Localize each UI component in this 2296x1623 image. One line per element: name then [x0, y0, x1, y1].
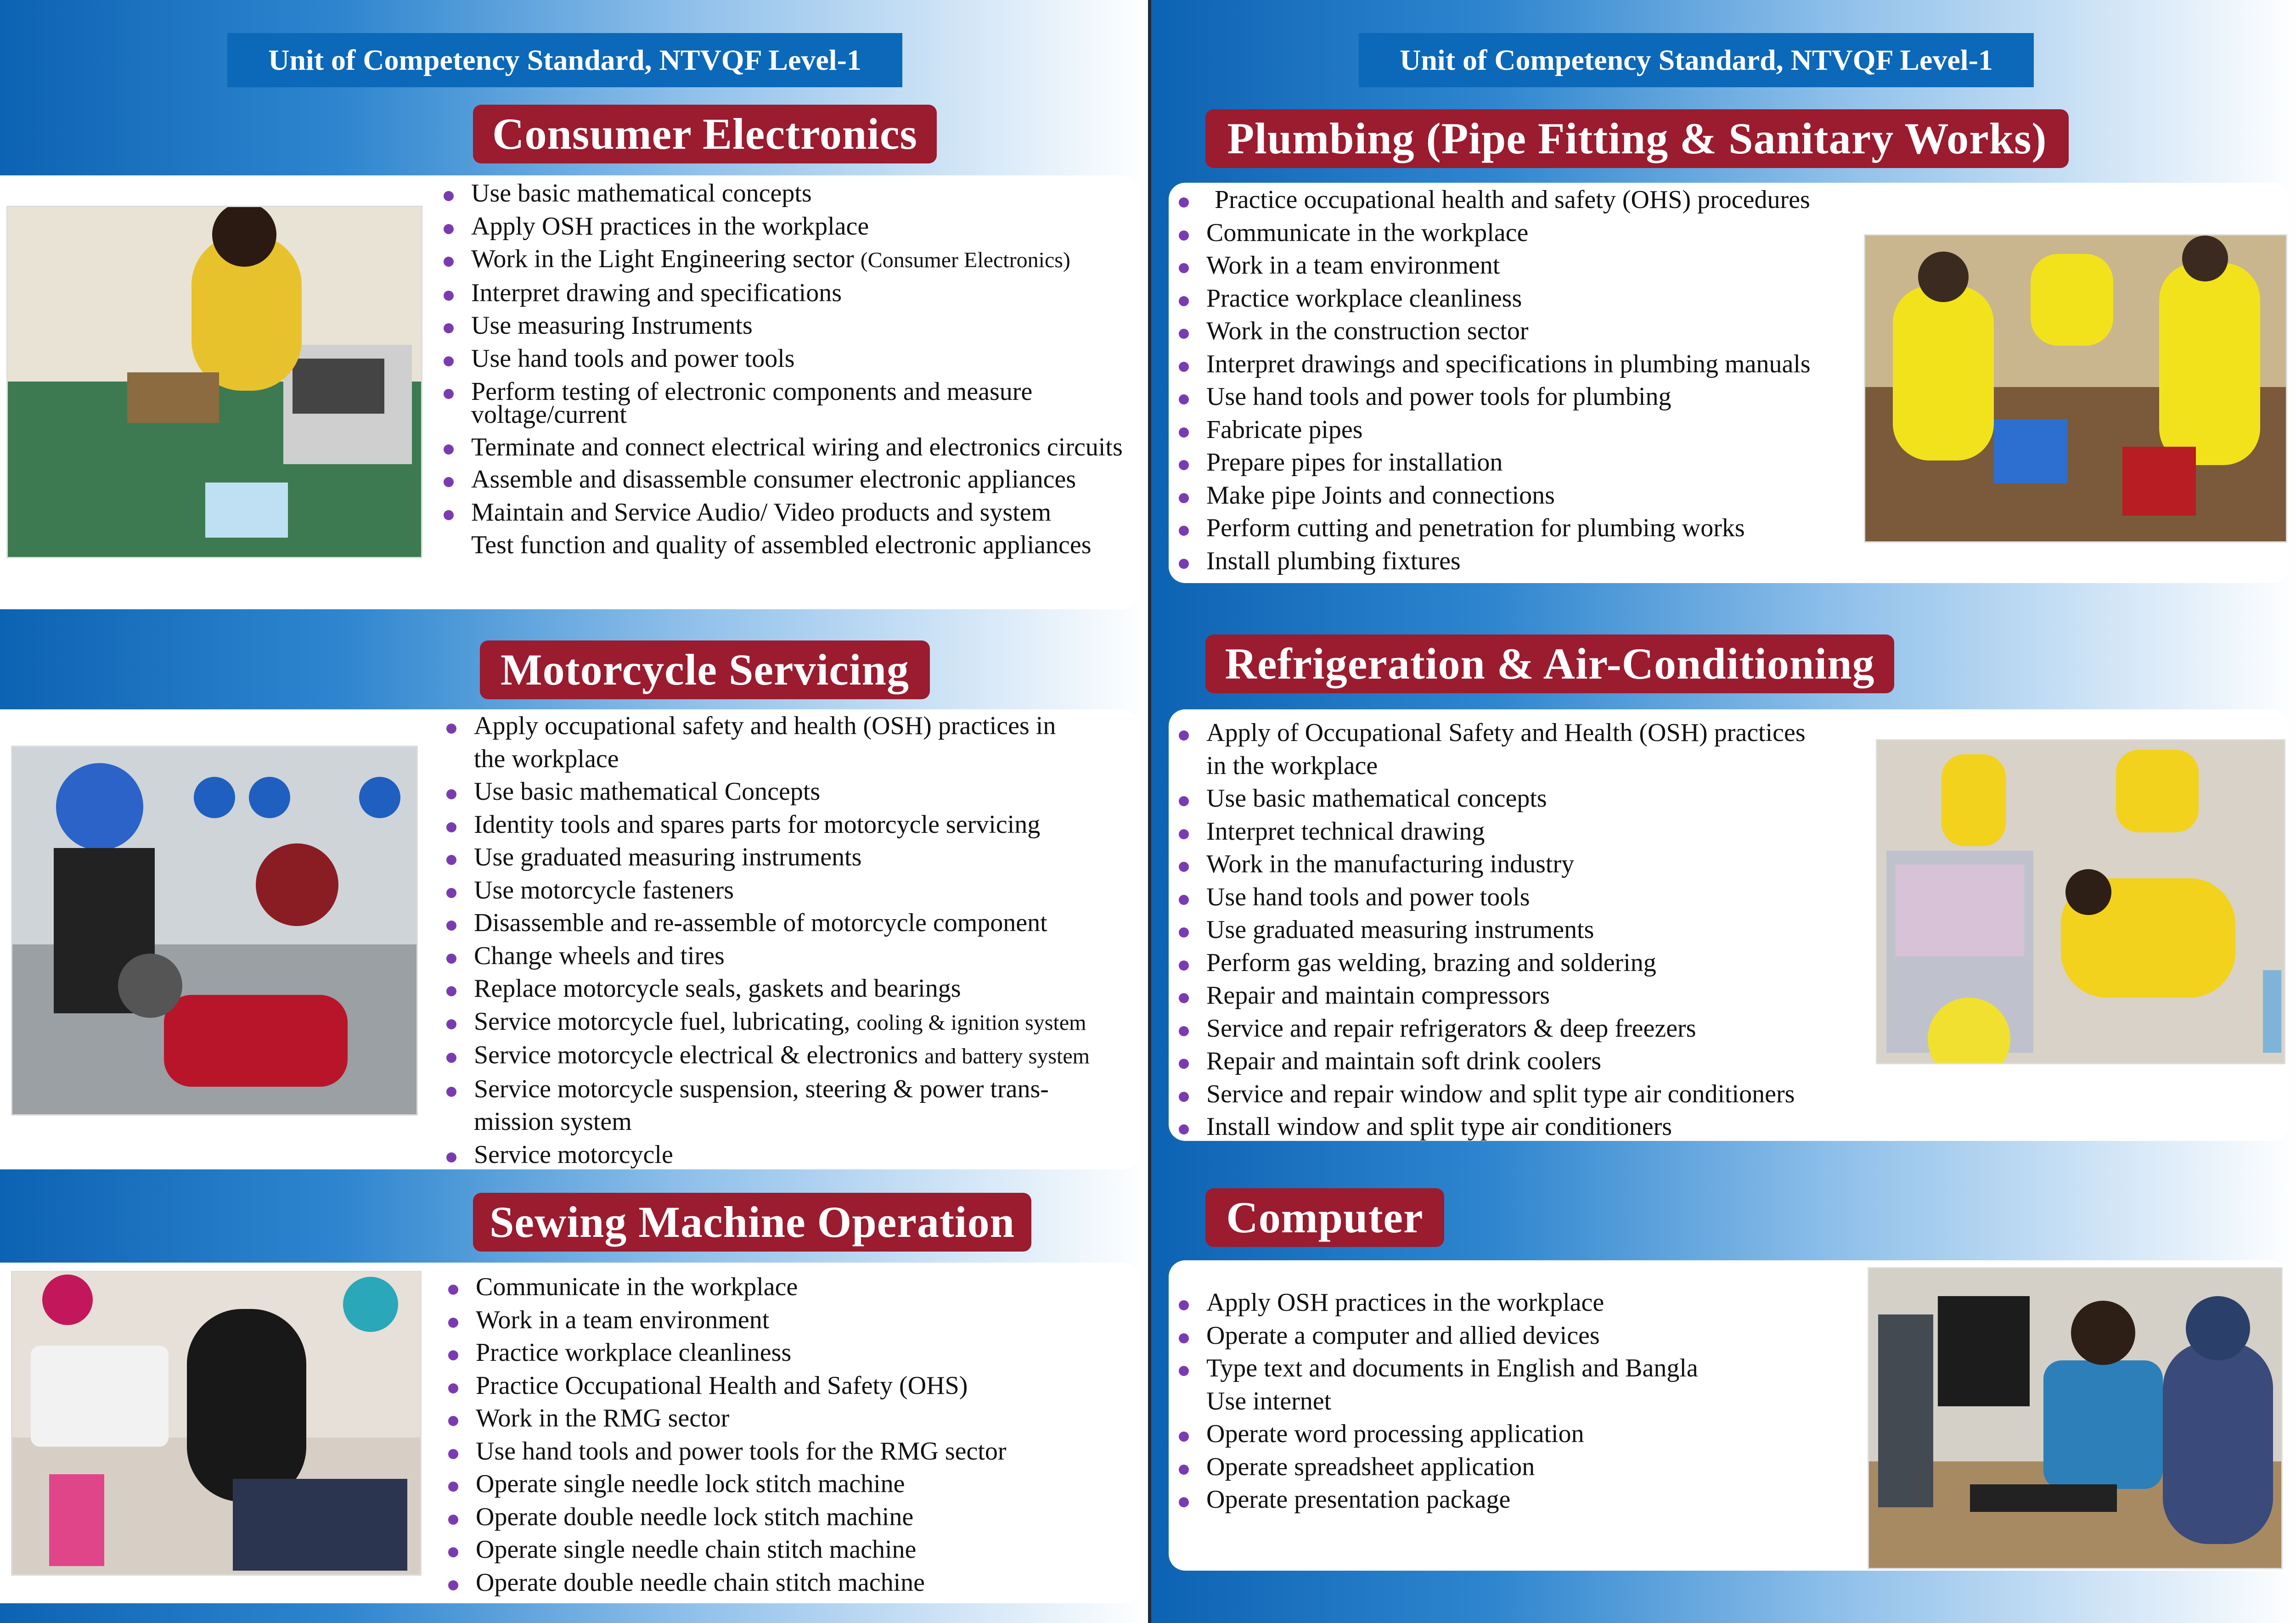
photo-sewing-machine-operation — [11, 1271, 422, 1576]
list-item: Work in a team environment — [1179, 249, 1868, 282]
list-item: Use graduated measuring instruments — [1179, 914, 1868, 947]
list-item: Communicate in the workplace — [448, 1271, 1137, 1304]
list-item: Identity tools and spares parts for motorcycle servicing — [446, 809, 1135, 842]
title-consumer-electronics: Consumer Electronics — [473, 105, 937, 163]
list-item: Work in the RMG sector — [448, 1402, 1137, 1435]
list-refrigeration — [1179, 717, 1868, 1144]
list-item: Operate single needle chain stitch machine — [448, 1533, 1137, 1567]
photo-refrigeration — [1876, 739, 2285, 1064]
list-sewing-machine-operation — [448, 1271, 1137, 1599]
list-item: Repair and maintain soft drink coolers — [1179, 1045, 1868, 1078]
list-item: Install plumbing fixtures — [1179, 545, 1868, 578]
title-refrigeration: Refrigeration & Air-Conditioning — [1205, 635, 1894, 693]
list-item: Apply of Occupational Safety and Health (OSH) practices — [1179, 717, 1868, 750]
list-item: Interpret technical drawing — [1179, 815, 1868, 848]
unit-banner-right: Unit of Competency Standard, NTVQF Level-1 — [1359, 33, 2034, 87]
title-plumbing: Plumbing (Pipe Fitting & Sanitary Works) — [1205, 109, 2069, 168]
list-item: Service motorcycle — [446, 1139, 1135, 1172]
list-item: Install window and split type air conditioners — [1179, 1111, 1868, 1144]
list-item: in the workplace — [1206, 751, 1378, 780]
list-item: Test function and quality of assembled electronic appliances — [471, 531, 1092, 559]
list-item: Perform gas welding, brazing and soldering — [1179, 947, 1868, 980]
list-item: Use hand tools and power tools — [444, 343, 1132, 376]
list-item: Operate double needle chain stitch machine — [448, 1567, 1137, 1600]
list-consumer-electronics — [444, 177, 1132, 562]
list-item: Service motorcycle electrical & electronics and battery system — [446, 1039, 1135, 1073]
photo-plumbing — [1864, 234, 2287, 543]
list-item: Use graduated measuring instruments — [446, 841, 1135, 874]
list-item: Maintain and Service Audio/ Video products and system — [444, 496, 1132, 529]
list-item: Service motorcycle fuel, lubricating, cooling & ignition system — [446, 1005, 1135, 1039]
list-item: Work in the manufacturing industry — [1179, 848, 1868, 881]
list-item: Practice workplace cleanliness — [1179, 282, 1868, 315]
list-motorcycle-servicing — [446, 710, 1135, 1171]
list-item: Practice occupational health and safety (OHS) procedures — [1179, 184, 1868, 217]
list-item: Use measuring Instruments — [444, 309, 1132, 343]
list-item: Change wheels and tires — [446, 940, 1135, 973]
list-item: Apply OSH practices in the workplace — [1179, 1286, 1868, 1320]
list-item: Use hand tools and power tools for plumbing — [1179, 381, 1868, 414]
list-item: Service and repair window and split type air conditioners — [1179, 1078, 1868, 1111]
list-item: Service and repair refrigerators & deep freezers — [1179, 1012, 1868, 1045]
list-item: mission system — [474, 1107, 632, 1136]
list-item: Operate presentation package — [1179, 1483, 1868, 1516]
title-computer: Computer — [1205, 1188, 1444, 1247]
list-item: Interpret drawing and specifications — [444, 277, 1132, 310]
photo-motorcycle-servicing — [11, 746, 418, 1116]
title-motorcycle-servicing: Motorcycle Servicing — [480, 640, 930, 699]
list-item: Communicate in the workplace — [1179, 217, 1868, 250]
list-item: Work in a team environment — [448, 1304, 1137, 1337]
list-item: Perform cutting and penetration for plumbing works — [1179, 512, 1868, 545]
title-sewing-machine-operation: Sewing Machine Operation — [473, 1193, 1031, 1252]
list-item: Operate word processing application — [1179, 1418, 1868, 1451]
list-item: Perform testing of electronic components and measure voltage/current — [444, 375, 1132, 431]
list-item: Assemble and disassemble consumer electronic appliances — [444, 463, 1132, 496]
list-item: Use internet — [1206, 1387, 1332, 1415]
list-item: Work in the construction sector — [1179, 315, 1868, 348]
photo-computer — [1868, 1267, 2283, 1569]
list-plumbing — [1179, 184, 1868, 578]
list-item: Prepare pipes for installation — [1179, 446, 1868, 479]
list-item: Use basic mathematical concepts — [444, 177, 1132, 210]
list-item: Type text and documents in English and Bangla — [1179, 1352, 1868, 1385]
list-item: Service motorcycle suspension, steering & power trans- — [446, 1073, 1135, 1106]
list-computer — [1179, 1286, 1868, 1516]
center-spine — [1148, 0, 1151, 1623]
list-item: the workplace — [474, 744, 619, 773]
right-page — [1151, 0, 2296, 1623]
list-item: Use hand tools and power tools for the RMG sector — [448, 1435, 1137, 1468]
list-item: Replace motorcycle seals, gaskets and bearings — [446, 972, 1135, 1005]
list-item: Terminate and connect electrical wiring and electronics circuits — [444, 431, 1132, 463]
list-item: Practice workplace cleanliness — [448, 1337, 1137, 1370]
list-item: Use basic mathematical Concepts — [446, 775, 1135, 809]
list-item: Work in the Light Engineering sector (Consumer Electronics) — [444, 243, 1132, 277]
list-item: Apply OSH practices in the workplace — [444, 210, 1132, 243]
list-item: Practice Occupational Health and Safety (OHS) — [448, 1370, 1137, 1403]
list-item: Disassemble and re-assemble of motorcycle component — [446, 907, 1135, 940]
list-item: Use hand tools and power tools — [1179, 881, 1868, 914]
list-item: Operate single needle lock stitch machine — [448, 1468, 1137, 1501]
list-item: Fabricate pipes — [1179, 414, 1868, 447]
photo-consumer-electronics — [6, 206, 422, 558]
list-item: Use basic mathematical concepts — [1179, 782, 1868, 815]
list-item: Make pipe Joints and connections — [1179, 479, 1868, 512]
list-item: Repair and maintain compressors — [1179, 979, 1868, 1012]
list-item: Operate a computer and allied devices — [1179, 1320, 1868, 1353]
list-item: Apply occupational safety and health (OSH) practices in — [446, 710, 1135, 743]
list-item: Operate spreadsheet application — [1179, 1451, 1868, 1484]
list-item: Use motorcycle fasteners — [446, 874, 1135, 907]
unit-banner-left: Unit of Competency Standard, NTVQF Level-1 — [227, 33, 902, 87]
list-item: Interpret drawings and specifications in plumbing manuals — [1179, 348, 1868, 381]
list-item: Operate double needle lock stitch machine — [448, 1501, 1137, 1534]
